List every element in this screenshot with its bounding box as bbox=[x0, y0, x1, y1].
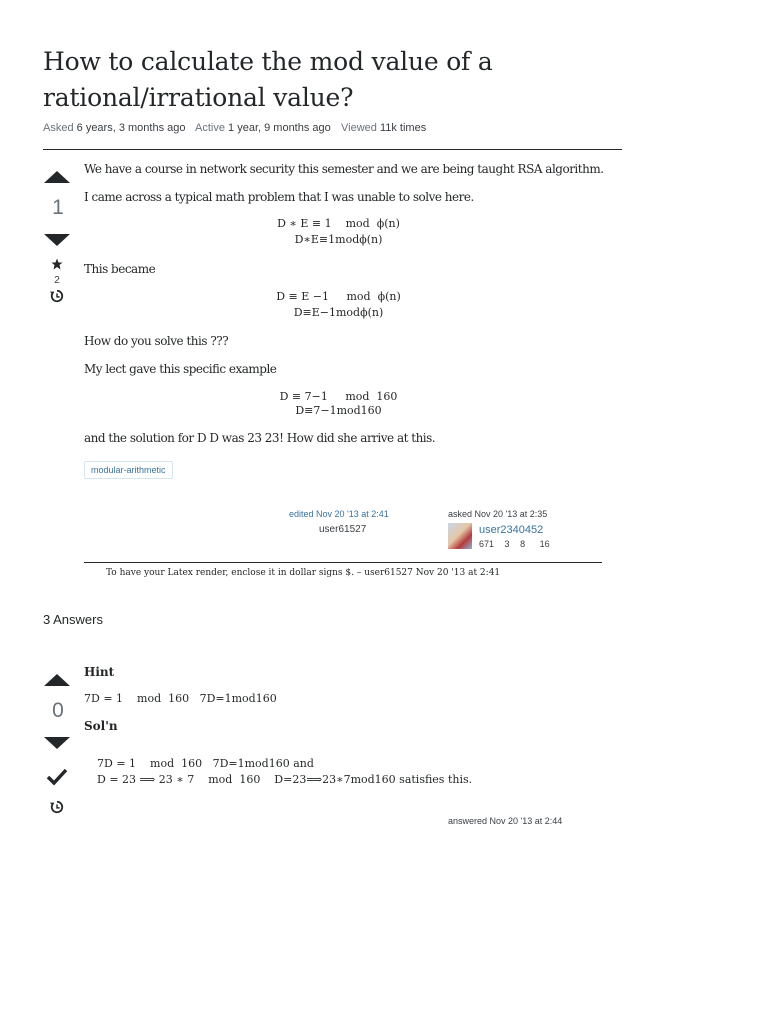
question-paragraph-4: How do you solve this ??? bbox=[84, 334, 229, 348]
upvote-button[interactable] bbox=[44, 170, 70, 189]
question-paragraph-6: and the solution for D D was 23 23! How did she arrive at this. bbox=[84, 431, 436, 445]
solution-heading: Sol'n bbox=[84, 719, 118, 733]
question-vote-count: 1 bbox=[52, 196, 64, 219]
answer-history-button[interactable] bbox=[50, 800, 64, 819]
hint-heading: Hint bbox=[84, 665, 115, 679]
comment-divider bbox=[84, 562, 602, 563]
question-title[interactable]: How to calculate the mod value of a rational/irrational value? bbox=[43, 47, 493, 112]
active-meta bbox=[195, 122, 331, 134]
arrow-up-icon bbox=[44, 170, 70, 184]
active-value[interactable]: 1 year, 9 months ago bbox=[228, 122, 331, 134]
avatar[interactable] bbox=[448, 523, 472, 549]
answered-timestamp: answered Nov 20 '13 at 2:44 bbox=[448, 816, 563, 826]
answer-vote-count: 0 bbox=[52, 699, 64, 722]
asked-meta bbox=[43, 122, 185, 134]
asked-timestamp: asked Nov 20 '13 at 2:35 bbox=[448, 509, 548, 519]
favorite-button[interactable] bbox=[51, 257, 63, 275]
header-divider bbox=[43, 149, 622, 150]
gold-badge-count: 3 bbox=[504, 539, 510, 549]
viewed-label: Viewed bbox=[341, 122, 377, 134]
arrow-down-icon bbox=[44, 736, 70, 750]
math-equation-3-alt: D≡7−1mod160 bbox=[295, 404, 382, 417]
arrow-down-icon bbox=[44, 233, 70, 247]
silver-badge-count: 8 bbox=[520, 539, 526, 549]
accepted-answer-check bbox=[46, 767, 68, 792]
question-paragraph-2: I came across a typical math problem that I was unable to solve here. bbox=[84, 190, 474, 204]
asker-name[interactable]: user2340452 bbox=[479, 524, 544, 536]
math-equation-1: D ∗ E ≡ 1 mod ϕ(n) bbox=[277, 217, 400, 230]
reputation-score: 671 bbox=[479, 539, 495, 549]
editor-name[interactable]: user61527 bbox=[319, 524, 367, 535]
downvote-button[interactable] bbox=[44, 233, 70, 252]
asked-value: 6 years, 3 months ago bbox=[76, 122, 186, 134]
active-label: Active bbox=[195, 122, 225, 134]
answers-count: 3 Answers bbox=[43, 612, 103, 627]
history-icon bbox=[50, 289, 64, 303]
tag-modular-arithmetic[interactable]: modular-arithmetic bbox=[84, 461, 173, 479]
viewed-value: 11k times bbox=[379, 122, 427, 134]
asked-label: Asked bbox=[43, 122, 74, 134]
bronze-badge-count: 16 bbox=[539, 539, 550, 549]
checkmark-icon bbox=[46, 767, 68, 787]
viewed-meta bbox=[341, 122, 426, 134]
history-icon bbox=[50, 800, 64, 814]
solution-line-1: 7D = 1 mod 160 7D=1mod160 and bbox=[97, 757, 314, 770]
asker-reputation bbox=[479, 539, 550, 549]
comment: To have your Latex render, enclose it in dollar signs $. – user61527 Nov 20 '13 at 2:41 bbox=[106, 568, 501, 578]
arrow-up-icon bbox=[44, 673, 70, 687]
solution-line-2: D = 23 ⟹ 23 ∗ 7 mod 160 D=23⟹23∗7mod160 satisfies this. bbox=[97, 773, 473, 786]
favorite-count: 2 bbox=[54, 275, 60, 286]
math-equation-2-alt: D≡E−1modϕ(n) bbox=[293, 306, 384, 319]
question-paragraph-5: My lect gave this specific example bbox=[84, 362, 277, 376]
math-equation-2: D ≡ E −1 mod ϕ(n) bbox=[276, 290, 401, 303]
math-equation-1-alt: D∗E≡1modϕ(n) bbox=[294, 233, 383, 246]
question-paragraph-3: This became bbox=[84, 262, 156, 276]
hint-math: 7D = 1 mod 160 7D=1mod160 bbox=[84, 692, 277, 705]
question-paragraph-1: We have a course in network security this semester and we are being taught RSA algorithm. bbox=[84, 162, 604, 176]
history-button[interactable] bbox=[50, 289, 64, 308]
answer-downvote-button[interactable] bbox=[44, 736, 70, 755]
answer-upvote-button[interactable] bbox=[44, 673, 70, 692]
edited-timestamp[interactable]: edited Nov 20 '13 at 2:41 bbox=[289, 509, 389, 519]
star-icon bbox=[51, 258, 63, 270]
math-equation-3: D ≡ 7−1 mod 160 bbox=[279, 390, 398, 403]
